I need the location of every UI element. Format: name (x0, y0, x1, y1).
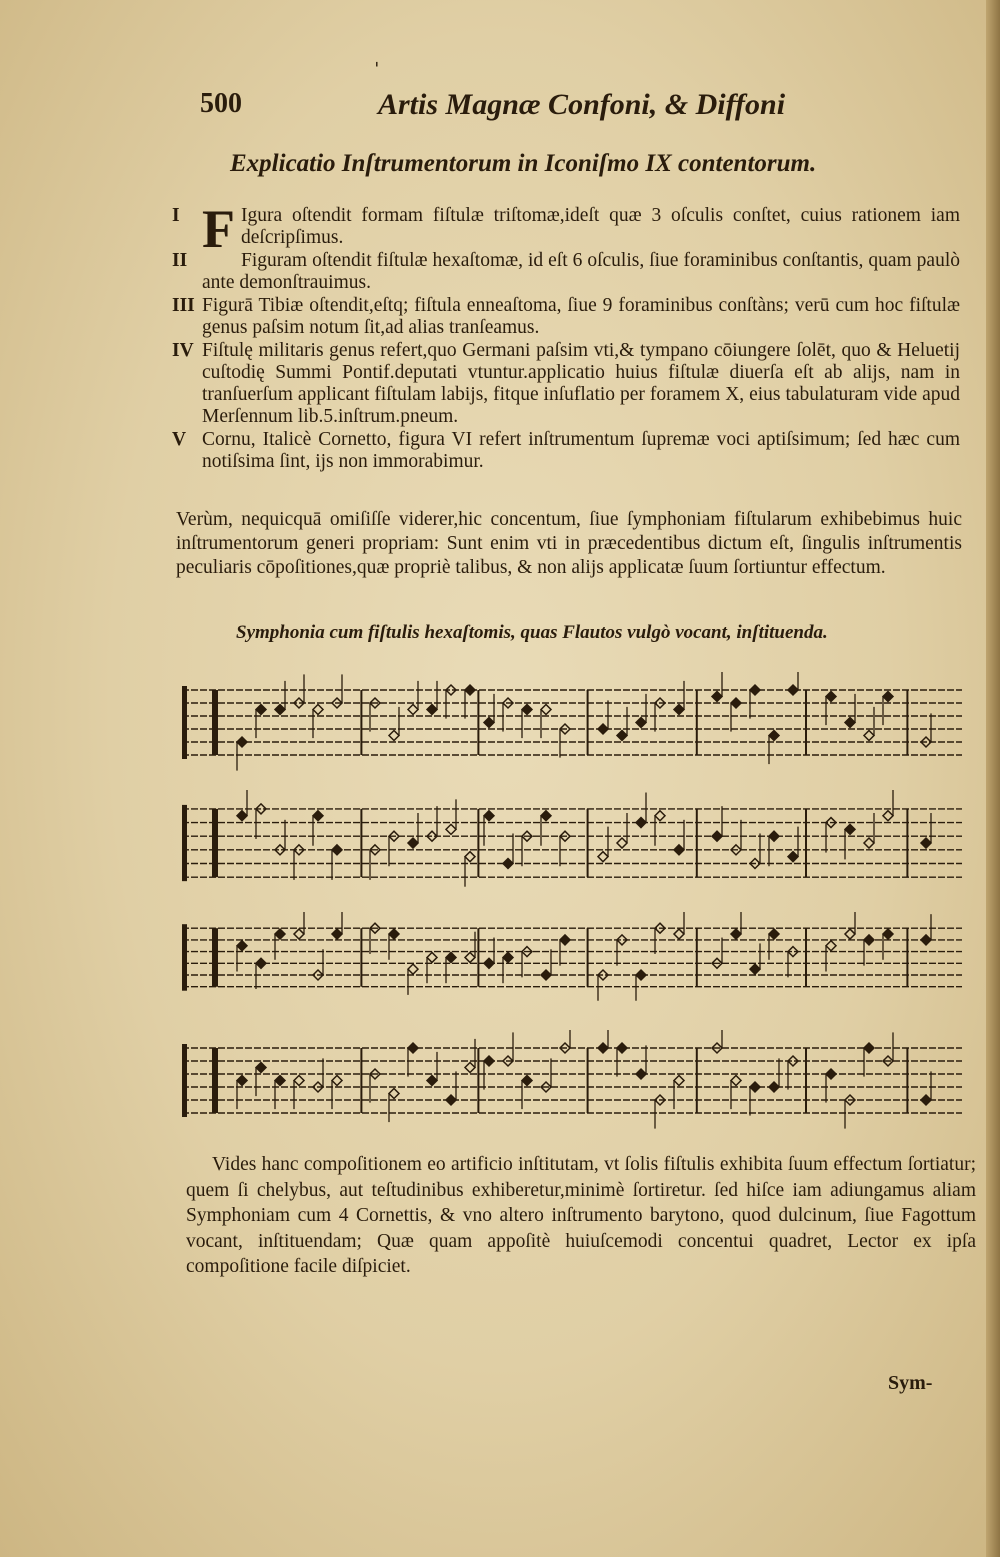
catchword: Sym- (888, 1372, 933, 1394)
item-text: Cornu, Italicè Cornetto, figura VI refert inſtrumentum ſupremæ voci aptiſsimum; ſed hæc cum notiſsima ſint, ijs non immorabimur. (202, 429, 960, 472)
item-text: Figuram oſtendit fiſtulæ hexaſtomæ, id eſt 6 oſculis, ſiue foraminibus conſtantis, quam paulò ante demonſtrauimus. (202, 250, 960, 293)
item-number: I (172, 205, 180, 226)
page-number: 500 (200, 88, 242, 119)
music-staff (182, 912, 962, 1002)
paragraph-closing: Vides hanc compoſitionem eo artificio inſtitutam, vt ſolis fiſtulis exhibita ſuum effectum ſortiatur; quem ſi chelybus, aut teſtudinibus exhiberetur,minimè ſortiretur. ſed hiſce iam adiungamus aliam Symphoniam cum 4 Cornettis, & vno altero inſtrumento barytono, quod dulcinum, ſiue Fagottum vocant, inſtituendam; Quæ quam appoſitè huiuſcemodi concentui quadret, Lector ex ipſa compoſitione facile diſpiciet. (186, 1154, 976, 1277)
ink-mark: ˈ (374, 58, 380, 82)
item-list (172, 199, 960, 474)
item-text: Figurā Tibiæ oſtendit,eſtq; fiſtula enneaſtoma, ſiue 9 foraminibus conſtàns; verū cum hoc fiſtulæ genus paſsim notum ſit,ad alias tranſeamus. (202, 295, 960, 338)
running-title: Artis Magnæ Confoni, & Diffoni (378, 88, 786, 121)
list-item (172, 340, 960, 428)
running-head (200, 88, 920, 128)
drop-cap: F (202, 199, 235, 259)
list-item (172, 250, 960, 294)
item-number: IV (172, 340, 194, 361)
music-staff (182, 790, 962, 895)
item-text: Igura oſtendit formam fiſtulæ triſtomæ,ideſt quæ 3 oſculis conſtet, cuius rationem iam deſcripſimus. (241, 205, 960, 248)
list-item (172, 295, 960, 339)
music-staff (182, 672, 962, 772)
list-item (172, 429, 960, 473)
music-staff (182, 1030, 962, 1130)
page-edge (986, 0, 1000, 1557)
item-number: II (172, 250, 188, 271)
paragraph-intro: Verùm, nequicquā omiſiſſe viderer,hic concentum, ſiue ſymphoniam fiſtularum exhibebimus huic inſtrumentorum generi propriam: Sunt enim vti in præcedentibus dictum eſt, ſingulis inſtrumentis peculiaris cōpoſitiones,quæ propriè talibus, & non alijs applicatæ ſuum ſortiuntur effectum. (176, 509, 962, 578)
music-caption: Symphonia cum fiſtulis hexaſtomis, quas Flautos vulgò vocant, inſtituenda. (236, 622, 828, 643)
item-text: Fiſtulę militaris genus refert,quo Germani paſsim vti,& tympano cōiungere ſolēt, quo & Heluetij cuſtodię Summi Pontif.deputati vtuntur.applicatio huius fiſtulæ diuerſa eſt ab alijs, nam in tranſuerſum applicant fiſtulam labijs, fitque inſuflatio per foramem X, eius tabulaturam vide apud Merſennum lib.5.inſtrum.pneum. (202, 340, 960, 427)
list-item (172, 199, 960, 259)
section-title: Explicatio Inſtrumentorum in Iconiſmo IX contentorum. (230, 150, 817, 177)
item-number: III (172, 295, 195, 316)
item-number: V (172, 429, 187, 450)
